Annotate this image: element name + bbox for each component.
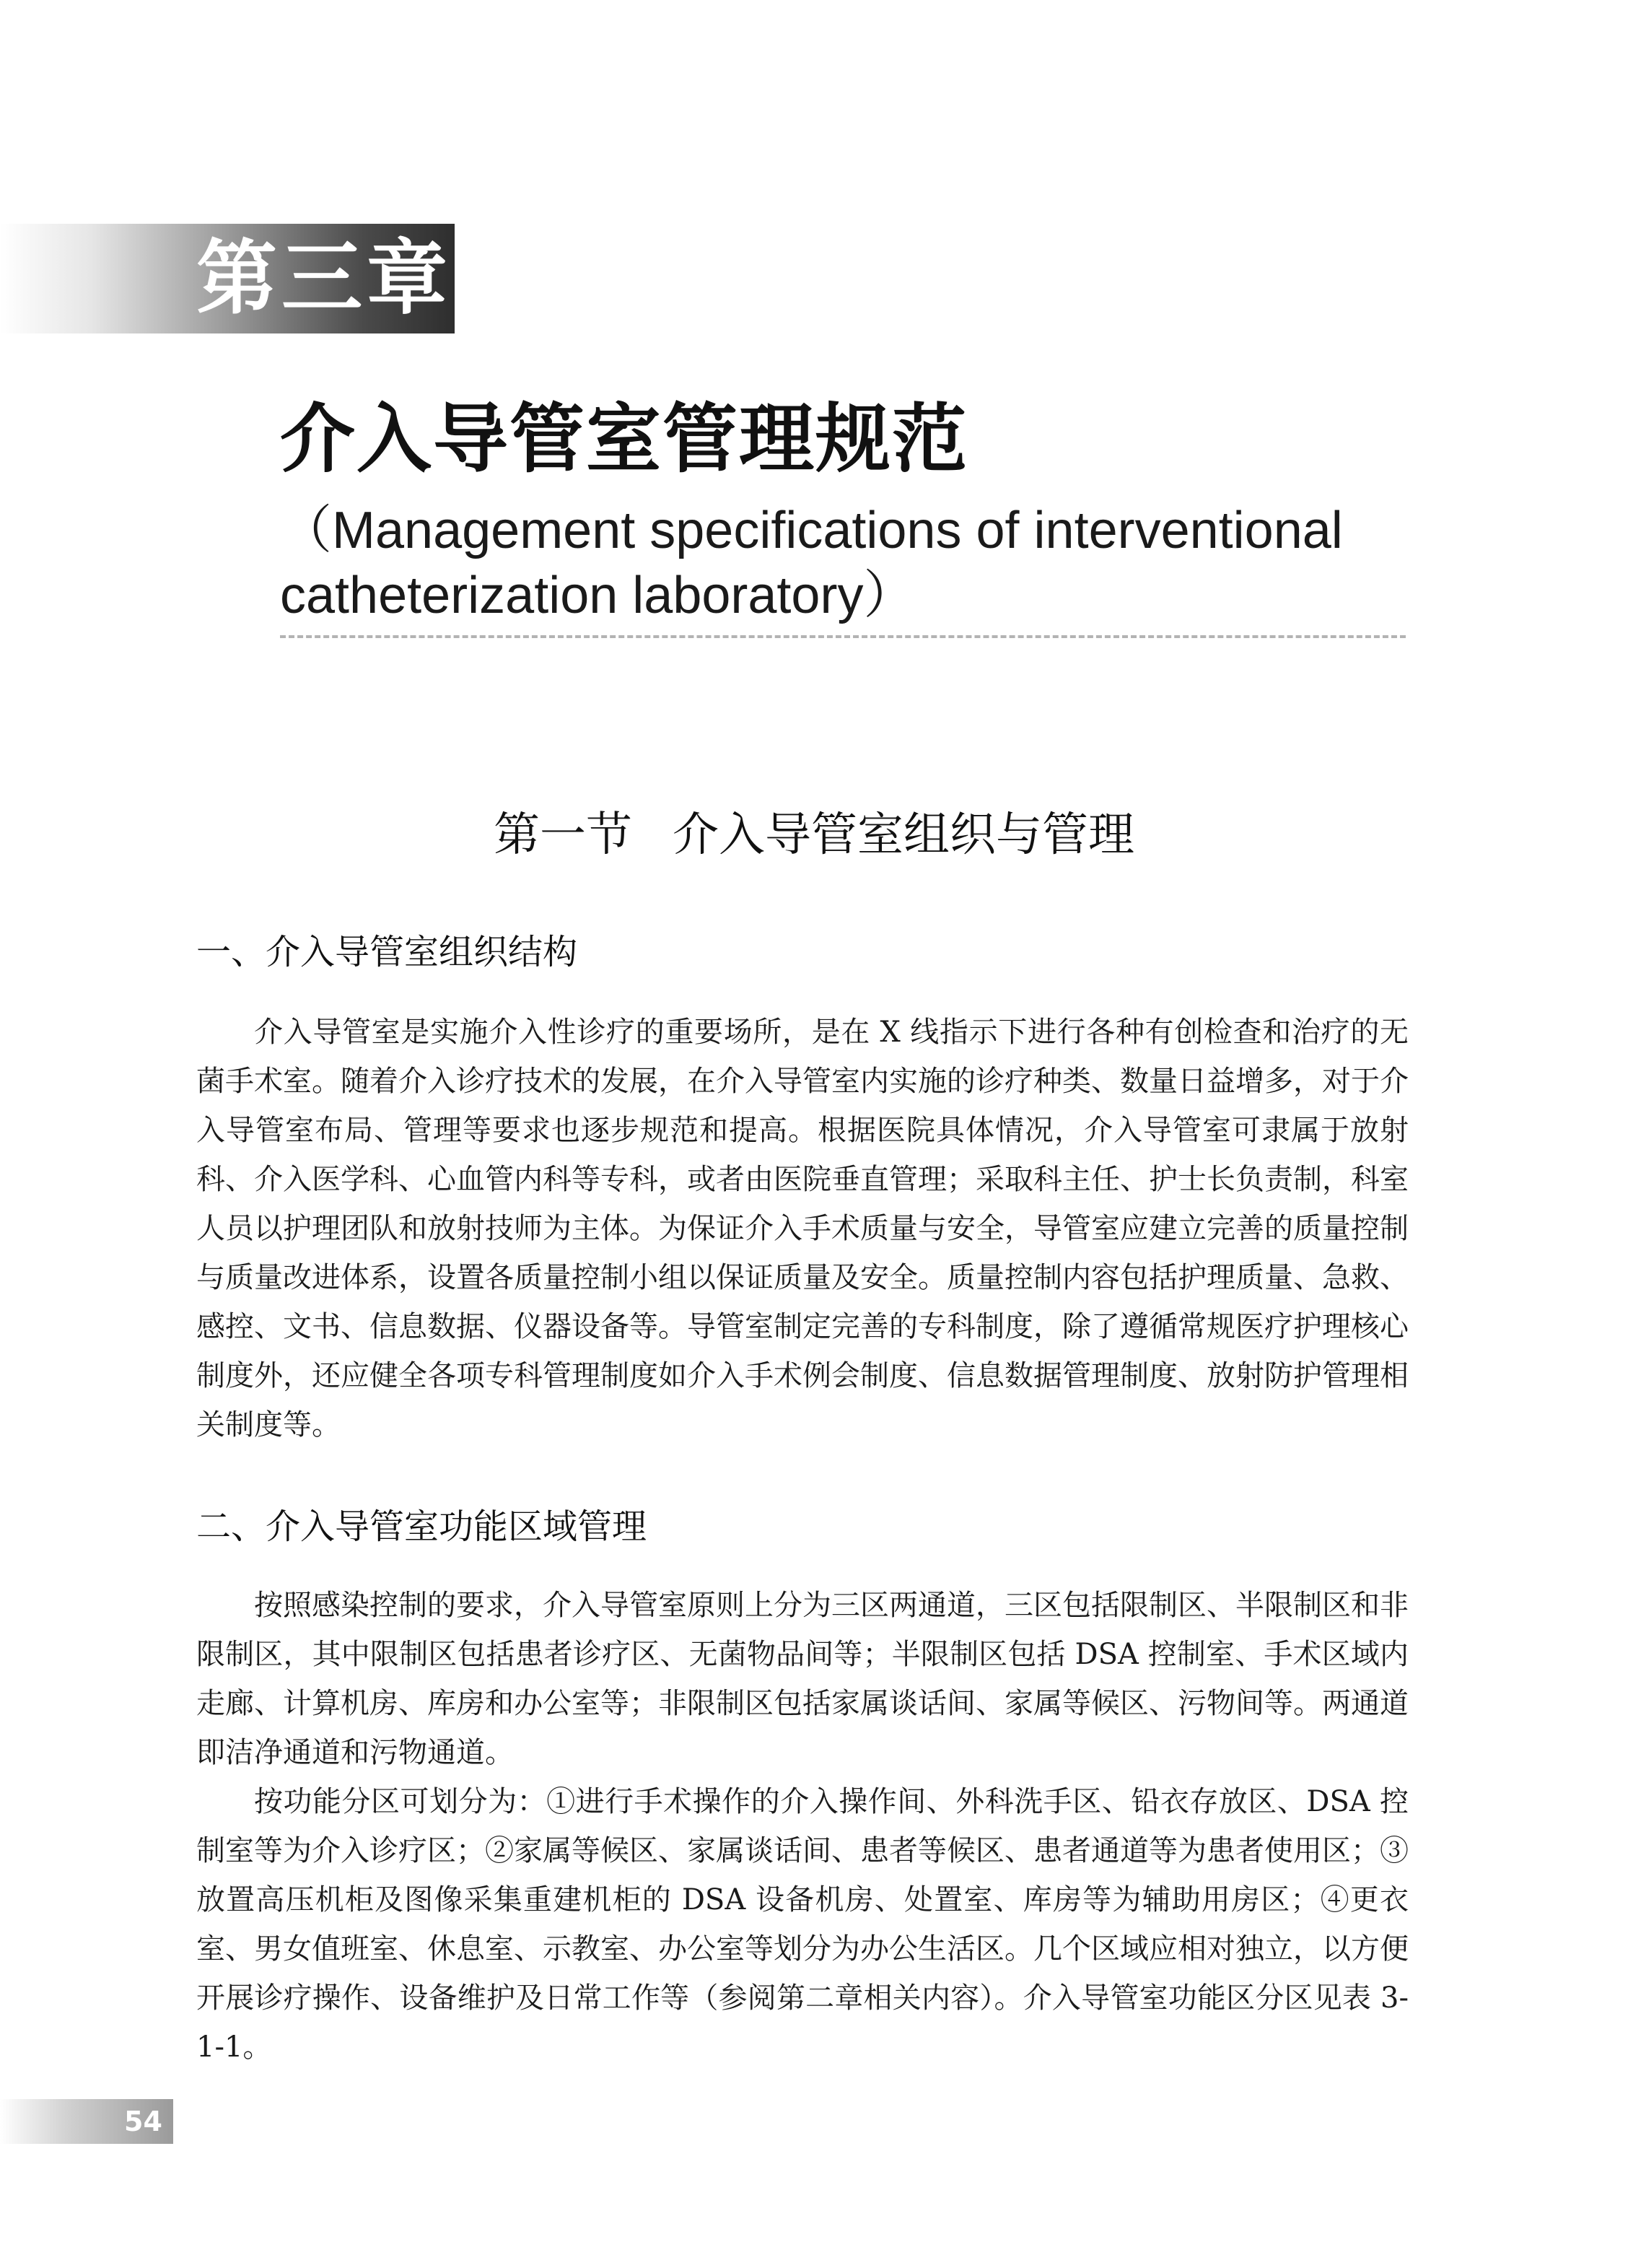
subsection-body-2 [196,1581,1409,2072]
paragraph: 按照感染控制的要求，介入导管室原则上分为三区两通道，三区包括限制区、半限制区和非限制区，其中限制区包括患者诊疗区、无菌物品间等；半限制区包括 DSA 控制室、手术区域内走廊、计算机房、库房和办公室等；非限制区包括家属谈话间、家属等候区、污物间等。两通道即洁净通道和污物通道。 [196,1589,1409,1769]
subsection-body-1 [196,1008,1409,1449]
page-number: 54 [124,2106,162,2137]
subsection-heading-1: 一、介入导管室组织结构 [196,932,578,972]
section-title: 介入导管室组织与管理 [673,808,1134,862]
section-number: 第一节 [494,808,632,862]
section-heading [0,803,1628,868]
title-divider [280,635,1406,638]
paragraph: 介入导管室是实施介入性诊疗的重要场所，是在 X 线指示下进行各种有创检查和治疗的无菌手术室。随着介入诊疗技术的发展，在介入导管室内实施的诊疗种类、数量日益增多，对于介入导管室布局、管理等要求也逐步规范和提高。根据医院具体情况，介入导管室可隶属于放射科、介入医学科、心血管内科等专科，或者由医院垂直管理；采取科主任、护士长负责制，科室人员以护理团队和放射技师为主体。为保证介入手术质量与安全，导管室应建立完善的质量控制与质量改进体系，设置各质量控制小组以保证质量及安全。质量控制内容包括护理质量、急救、感控、文书、信息数据、仪器设备等。导管室制定完善的专科制度，除了遵循常规医疗护理核心制度外，还应健全各项专科管理制度如介入手术例会制度、信息数据管理制度、放射防护管理相关制度等。 [196,1016,1409,1442]
chapter-label: 第三章 [196,232,452,326]
chapter-title: 介入导管室管理规范 [280,394,969,483]
subsection-heading-2: 二、介入导管室功能区域管理 [196,1506,647,1547]
chapter-english-title: （Management specifications of interventional catheterization laboratory） [280,502,1343,624]
paragraph: 按功能分区可划分为：①进行手术操作的介入操作间、外科洗手区、铅衣存放区、DSA 控制室等为介入诊疗区；②家属等候区、家属谈话间、患者等候区、患者通道等为患者使用区；③放置高压机柜及图像采集重建机柜的 DSA 设备机房、处置室、库房等为辅助用房区；④更衣室、男女值班室、休息室、示教室、办公室等划分为办公生活区。几个区域应相对独立，以方便开展诊疗操作、设备维护及日常工作等（参阅第二章相关内容）。介入导管室功能区分区见表 3-1-1。 [196,1785,1409,2064]
